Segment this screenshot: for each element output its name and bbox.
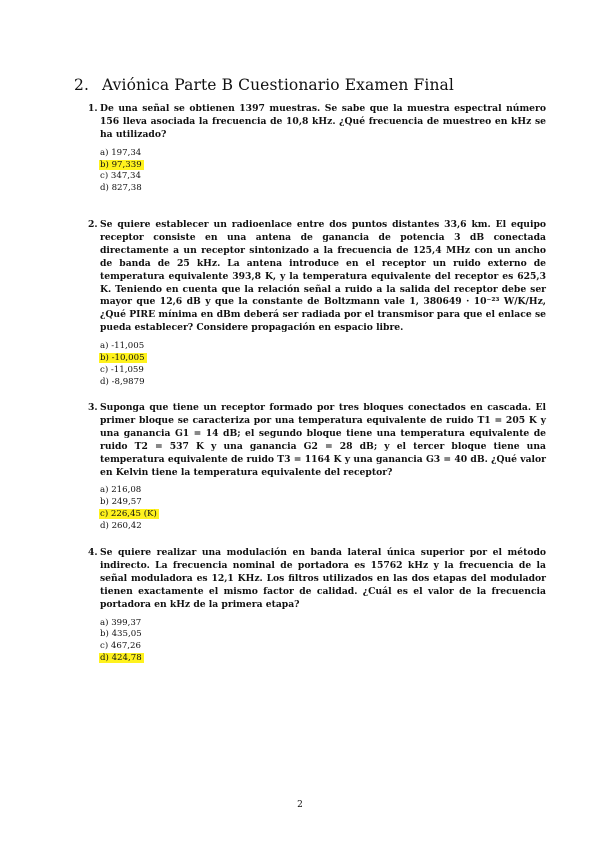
option-a: [100, 485, 546, 497]
option-c: [100, 509, 546, 521]
option-label: d) -8,9879: [100, 376, 145, 387]
option-label: c) -11,059: [100, 364, 144, 375]
question-number: 3.: [88, 402, 98, 413]
option-b: [100, 497, 546, 509]
option-b: [100, 629, 546, 641]
section-number: 2.: [74, 76, 89, 94]
option-d: [100, 183, 546, 195]
section-heading: [74, 76, 454, 94]
section-title: Aviónica Parte B Cuestionario Examen Final: [102, 76, 454, 94]
option-d: [100, 521, 546, 533]
option-label: a) 399,37: [100, 617, 142, 628]
option-label: c) 347,34: [100, 171, 141, 182]
question-text: Suponga que tiene un receptor formado por tres bloques conectados en cascada. El primer bloque se caracteriza por una temperatura equivalente de ruido T1 = 205 K y una ganancia G1 = 14 dB; el segundo bloque tiene una temperatura equivalente de ruido T2 = 537 K y una ganancia G2 = 28 dB; y el tercer bloque tiene una temperatura equivalente de ruido T3 = 1164 K y una ganancia G3 = 40 dB. ¿Qué valor en Kelvin tiene la temperatura equivalente del receptor?: [100, 402, 546, 478]
option-b: [100, 160, 546, 172]
option-label-highlighted: b) -10,005: [100, 352, 145, 363]
option-a: [100, 618, 546, 630]
answer-options: [100, 618, 546, 665]
option-label: a) 197,34: [100, 147, 142, 158]
question-3: [88, 402, 546, 533]
option-c: [100, 641, 546, 653]
option-a: [100, 148, 546, 160]
question-2: [88, 219, 546, 388]
option-label: b) 249,57: [100, 497, 142, 508]
question-text: Se quiere realizar una modulación en banda lateral única superior por el método indirecto. La frecuencia nominal de portadora es 15762 kHz y la frecuencia de la señal moduladora es 12,1 KHz. Los filtros utilizados en las dos etapas del modulador tienen exactamente el mismo factor de calidad. ¿Cuál es el valor de la frecuencia portadora en kHz de la primera etapa?: [100, 547, 546, 610]
option-label-highlighted: c) 226,45 (K): [100, 509, 157, 520]
answer-options: [100, 148, 546, 195]
option-label-highlighted: b) 97,339: [100, 159, 142, 170]
question-number: 4.: [88, 547, 98, 558]
question-text: Se quiere establecer un radioenlace entre dos puntos distantes 33,6 km. El equipo receptor consiste en una antena de ganancia de potencia 3 dB conectada directamente a un receptor sintonizado a la frecuencia de 125,4 MHz con un ancho de banda de 25 kHz. La antena introduce en el receptor un ruido externo de temperatura equivalente 393,8 K, y la temperatura equivalente del receptor es 625,3 K. Teniendo en cuenta que la relación señal a ruido a la salida del receptor debe ser mayor que 12,6 dB y que la constante de Boltzmann vale 1, 380649 · 10⁻²³ W/K/Hz, ¿Qué PIRE mínima en dBm deberá ser radiada por el transmisor para que el enlace se pueda establecer? Considere propagación en espacio libre.: [100, 219, 546, 334]
option-c: [100, 171, 546, 183]
option-label: a) 216,08: [100, 485, 142, 496]
option-d: [100, 377, 546, 389]
question-text: De una señal se obtienen 1397 muestras. Se sabe que la muestra espectral número 156 lleva asociada la frecuencia de 10,8 kHz. ¿Qué frecuencia de muestreo en kHz se ha utilizado?: [100, 103, 546, 140]
option-label-highlighted: d) 424,78: [100, 652, 142, 663]
option-a: [100, 341, 546, 353]
option-c: [100, 365, 546, 377]
page-number: 2: [297, 800, 303, 810]
question-4: [88, 547, 546, 665]
answer-options: [100, 485, 546, 532]
option-label: b) 435,05: [100, 629, 142, 640]
option-label: d) 260,42: [100, 520, 142, 531]
option-label: c) 467,26: [100, 641, 141, 652]
question-number: 2.: [88, 219, 98, 230]
question-number: 1.: [88, 103, 98, 114]
option-label: a) -11,005: [100, 341, 145, 352]
question-1: [88, 103, 546, 195]
answer-options: [100, 341, 546, 388]
option-d: [100, 653, 546, 665]
option-label: d) 827,38: [100, 183, 142, 194]
option-b: [100, 353, 546, 365]
